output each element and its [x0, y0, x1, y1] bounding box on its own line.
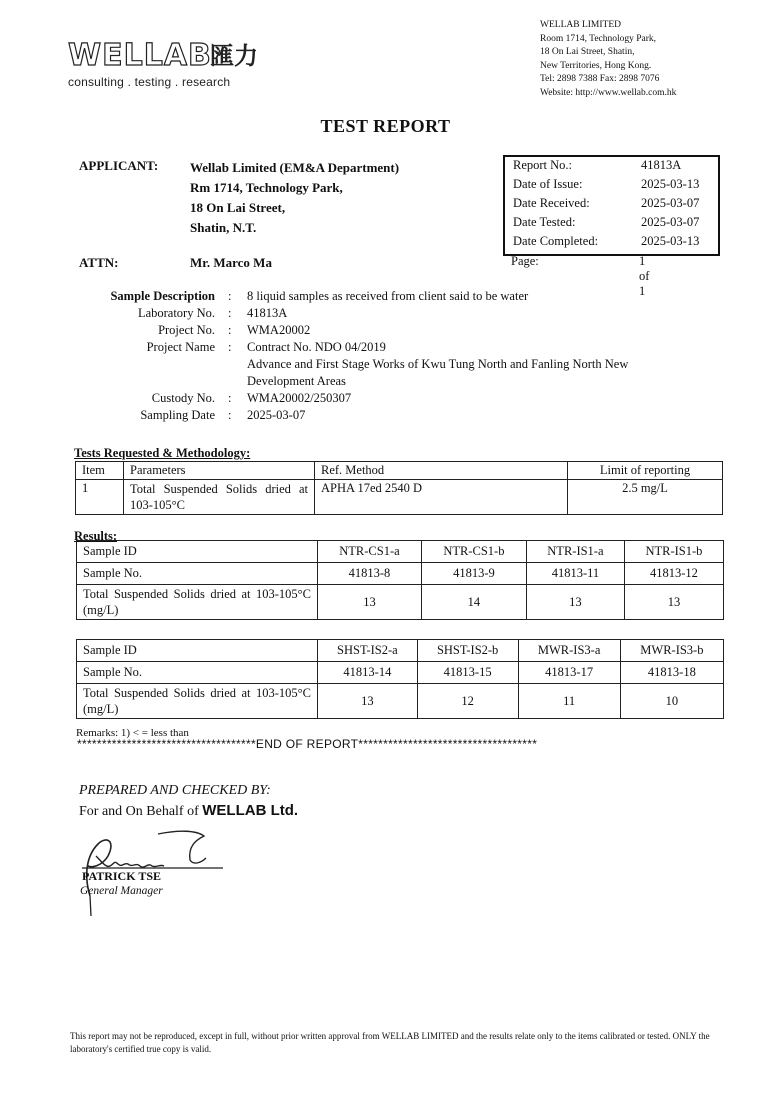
colon: :	[228, 408, 232, 422]
sample-id-cell: MWR-IS3-a	[518, 640, 620, 662]
row-label: Total Suspended Solids dried at 103-105°C (mg/L)	[77, 585, 318, 620]
sample-value: 8 liquid samples as received from client said to be water	[247, 289, 529, 303]
report-info-label: Date of Issue:	[513, 177, 583, 191]
applicant-line: Shatin, N.T.	[190, 220, 257, 235]
table-cell: Total Suspended Solids dried at 103-105°C	[124, 480, 315, 515]
company-line: 18 On Lai Street, Shatin,	[540, 47, 635, 58]
sample-no-cell: 41813-14	[318, 662, 418, 684]
sample-value: WMA20002	[247, 323, 311, 337]
sample-row	[70, 373, 710, 390]
sample-no-cell: 41813-9	[421, 563, 526, 585]
sample-row	[70, 390, 710, 407]
date-of-issue-row	[513, 177, 700, 192]
page-label: Page:	[511, 254, 539, 268]
on-behalf-prefix: For and On Behalf of	[79, 804, 203, 819]
signatory-name: PATRICK TSE	[82, 869, 162, 883]
signatory-title: General Manager	[80, 885, 163, 897]
wellab-logo	[68, 40, 258, 96]
table-cell: 1	[76, 480, 124, 515]
logo-tagline: consulting . testing . research	[68, 75, 231, 89]
row-label: Sample No.	[77, 563, 318, 585]
logo-wordmark: WELLAB	[68, 38, 212, 73]
table-row	[76, 480, 723, 515]
sample-key: Laboratory No.	[137, 306, 215, 320]
colon: :	[228, 289, 232, 303]
report-info-value: 2025-03-07	[641, 215, 700, 229]
applicant-label: APPLICANT:	[79, 158, 159, 173]
on-behalf-line	[79, 802, 298, 820]
sample-row	[70, 322, 710, 339]
row-label: Sample ID	[77, 541, 318, 563]
prepared-by-label: PREPARED AND CHECKED BY:	[79, 783, 271, 798]
report-no-row	[513, 158, 682, 173]
sample-no-cell: 41813-17	[518, 662, 620, 684]
company-line: New Territories, Hong Kong.	[540, 60, 652, 71]
tss-cell: 13	[526, 585, 624, 620]
sample-key: Project Name	[146, 340, 215, 354]
sample-value: Development Areas	[247, 374, 346, 388]
report-info-value: 41813A	[641, 158, 682, 172]
results-table	[76, 540, 724, 620]
report-info-label: Date Completed:	[513, 234, 599, 248]
table-header-row	[76, 462, 723, 480]
tss-cell: 10	[620, 684, 723, 719]
sample-no-cell: 41813-12	[624, 563, 723, 585]
sample-no-cell: 41813-8	[318, 563, 422, 585]
sample-id-cell: MWR-IS3-b	[620, 640, 723, 662]
row-label: Total Suspended Solids dried at 103-105°C (mg/L)	[77, 684, 318, 719]
date-received-row	[513, 196, 700, 211]
sample-value: 41813A	[247, 306, 288, 320]
date-tested-row	[513, 215, 700, 230]
sample-row	[70, 407, 710, 424]
colon: :	[228, 340, 232, 354]
table-row	[77, 541, 724, 563]
applicant-address	[190, 158, 399, 238]
applicant-line: Rm 1714, Technology Park,	[190, 180, 343, 195]
page-info	[511, 254, 650, 298]
sample-key: Custody No.	[151, 391, 215, 405]
sample-key: Sampling Date	[140, 408, 215, 422]
sample-value: Advance and First Stage Works of Kwu Tung North and Fanling North New	[247, 357, 629, 371]
tss-cell: 11	[518, 684, 620, 719]
table-row	[77, 640, 724, 662]
sample-id-cell: NTR-CS1-b	[421, 541, 526, 563]
disclaimer-footer: This report may not be reproduced, except in full, without prior written approval from WELLAB LIMITED and the results relate only to the items calibrated or tested. ONLY the laboratory's certified true copy is valid.	[70, 1031, 710, 1054]
table-row	[77, 585, 724, 620]
report-info-label: Date Received:	[513, 196, 590, 210]
tss-cell: 13	[318, 585, 422, 620]
sample-value: WMA20002/250307	[247, 391, 352, 405]
applicant-line: 18 On Lai Street,	[190, 200, 286, 215]
sample-row	[70, 339, 710, 356]
applicant-line: Wellab Limited (EM&A Department)	[190, 160, 400, 175]
table-header: Limit of reporting	[568, 462, 723, 480]
company-line: Tel: 2898 7388 Fax: 2898 7076	[540, 74, 660, 85]
table-row	[77, 684, 724, 719]
sample-value: 2025-03-07	[247, 408, 306, 422]
colon: :	[228, 391, 232, 405]
results-table	[76, 639, 724, 719]
sample-key: Project No.	[158, 323, 215, 337]
methods-table	[75, 461, 723, 515]
table-cell: APHA 17ed 2540 D	[315, 480, 568, 515]
sample-id-cell: SHST-IS2-a	[318, 640, 418, 662]
tss-cell: 14	[421, 585, 526, 620]
logo-chinese: 匯力	[210, 44, 258, 70]
attn-name: Mr. Marco Ma	[190, 255, 272, 270]
sample-row	[70, 288, 710, 305]
remarks: Remarks: 1) < = less than	[76, 727, 189, 739]
row-label: Sample No.	[77, 662, 318, 684]
table-header: Parameters	[124, 462, 315, 480]
page-value: 1 of 1	[639, 254, 650, 298]
sample-no-cell: 41813-18	[620, 662, 723, 684]
sample-value: Contract No. NDO 04/2019	[247, 340, 386, 354]
company-address	[540, 19, 676, 101]
tss-cell: 13	[624, 585, 723, 620]
tss-cell: 12	[417, 684, 518, 719]
sample-id-cell: NTR-IS1-a	[526, 541, 624, 563]
table-header: Ref. Method	[315, 462, 568, 480]
report-title: TEST REPORT	[320, 116, 451, 136]
sample-row	[70, 305, 710, 322]
sample-details	[70, 288, 710, 424]
report-info-value: 2025-03-13	[641, 177, 700, 191]
results-heading: Results:	[74, 529, 118, 543]
report-info-label: Report No.:	[513, 158, 573, 172]
attn-label: ATTN:	[79, 255, 119, 270]
report-info-value: 2025-03-07	[641, 196, 700, 210]
tss-cell: 13	[318, 684, 418, 719]
table-header: Item	[76, 462, 124, 480]
colon: :	[228, 306, 232, 320]
table-row	[77, 662, 724, 684]
sample-key: Sample Description	[110, 289, 215, 303]
colon: :	[228, 323, 232, 337]
company-line: WELLAB LIMITED	[540, 20, 621, 30]
tests-heading: Tests Requested & Methodology:	[74, 446, 251, 460]
report-info-label: Date Tested:	[513, 215, 576, 229]
date-completed-row	[513, 234, 700, 249]
table-row	[77, 563, 724, 585]
sample-no-cell: 41813-11	[526, 563, 624, 585]
on-behalf-company: WELLAB Ltd.	[202, 802, 299, 819]
report-info-box	[503, 155, 720, 256]
sample-id-cell: NTR-CS1-a	[318, 541, 422, 563]
sample-row	[70, 356, 710, 373]
sample-no-cell: 41813-15	[417, 662, 518, 684]
sample-id-cell: SHST-IS2-b	[417, 640, 518, 662]
company-website: Website: http://www.wellab.com.hk	[540, 87, 677, 98]
report-info-value: 2025-03-13	[641, 234, 700, 248]
table-cell: 2.5 mg/L	[568, 480, 723, 515]
company-line: Room 1714, Technology Park,	[540, 33, 657, 44]
sample-id-cell: NTR-IS1-b	[624, 541, 723, 563]
end-of-report: ************************************END OF REPORT************************************	[77, 737, 538, 751]
row-label: Sample ID	[77, 640, 318, 662]
